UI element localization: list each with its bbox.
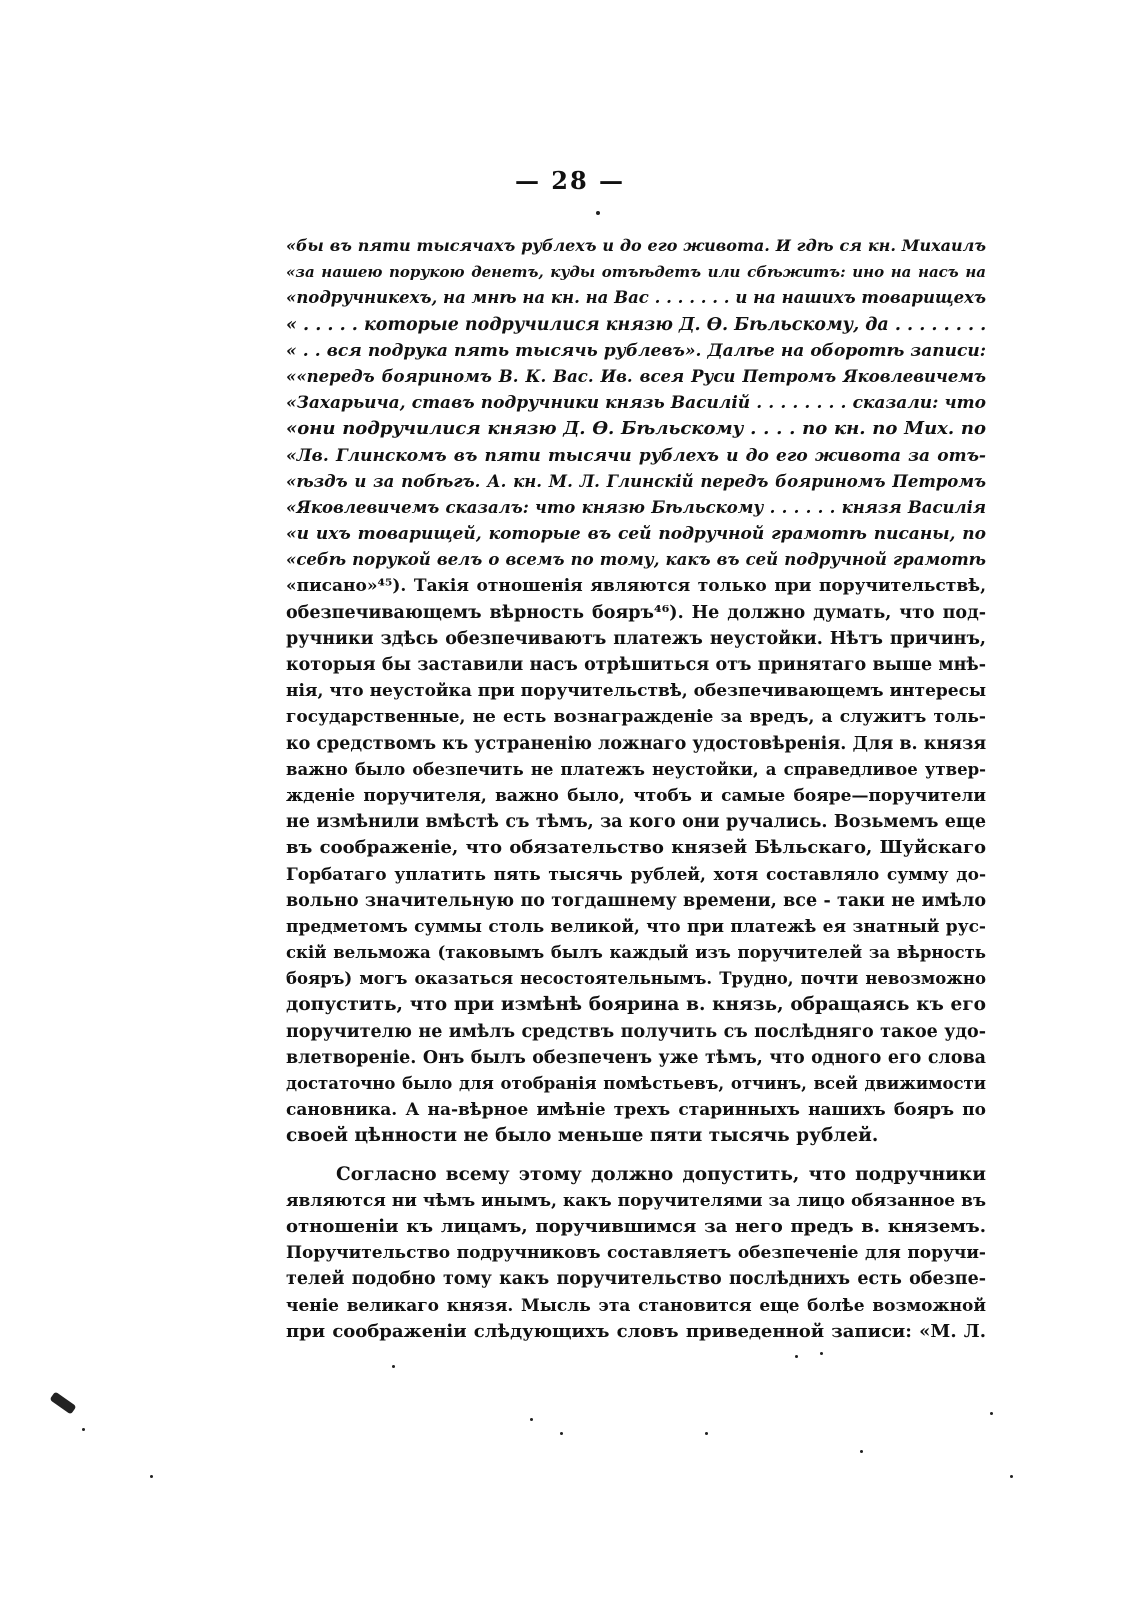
text-line: обезпечивающемъ вѣрность бояръ⁴⁶). Не должно думать, что под-	[286, 602, 986, 623]
text-line: Горбатаго уплатить пять тысячь рублей, хотя составляло сумму до-	[286, 864, 986, 885]
text-line: ко средствомъ къ устраненію ложнаго удостовѣренія. Для в. князя	[286, 733, 987, 754]
scan-speck	[596, 211, 600, 215]
text-line: являются ни чѣмъ инымъ, какъ поручителями за лицо обязанное въ	[286, 1190, 986, 1211]
text-line: въ соображеніе, что обязательство князей Бѣльскаго, Шуйскаго	[286, 837, 986, 859]
scan-speck	[705, 1432, 708, 1435]
text-line: «подручникехъ, на мнѣ на кн. на Вас . . . . . . . и на нашихъ товарищехъ	[286, 288, 986, 308]
text-line: «писано»⁴⁵). Такія отношенія являются только при поручительствѣ,	[286, 576, 986, 597]
text-line: отношеніи къ лицамъ, поручившимся за него предъ в. княземъ.	[286, 1215, 986, 1237]
text-line: «Лв. Глинскомъ въ пяти тысячи рублехъ и до его живота за отъ-	[286, 445, 986, 466]
scan-speck	[49, 1391, 76, 1414]
text-line: «ѣздъ и за побѣгъ. А. кн. М. Л. Глинскій передъ бояриномъ Петромъ	[286, 471, 986, 491]
scan-speck	[392, 1365, 395, 1368]
text-line: важно было обезпечить не платежъ неустойки, а справедливое утвер-	[286, 759, 986, 779]
scan-speck	[860, 1450, 863, 1453]
text-line: «Яковлевичемъ сказалъ: что князю Бѣльскому . . . . . . князя Василія	[286, 497, 986, 517]
paragraph-1	[286, 233, 986, 1150]
scan-speck	[530, 1418, 533, 1421]
text-line: «и ихъ товарищей, которые въ сей подручной грамотѣ писаны, по	[286, 524, 986, 545]
text-line: которыя бы заставили насъ отрѣшиться отъ принятаго выше мнѣ-	[286, 655, 986, 675]
text-line: достаточно было для отобранія помѣстьевъ, отчинъ, всей движимости	[286, 1074, 986, 1093]
scan-speck	[82, 1428, 85, 1431]
text-line: ««передъ бояриномъ В. К. Вас. Ив. всея Руси Петромъ Яковлевичемъ	[286, 366, 986, 386]
text-line: «бы въ пяти тысячахъ рублехъ и до его живота. И гдѣ ся кн. Михаилъ	[286, 236, 986, 255]
body-text	[286, 233, 986, 1345]
text-line: сановника. А на-вѣрное имѣніе трехъ старинныхъ нашихъ бояръ по	[286, 1100, 986, 1121]
text-line: «за нашею порукою денетъ, куды отъѣдетъ или сбѣжитъ: ино на насъ на	[286, 263, 986, 282]
text-line: Поручительство подручниковъ составляетъ обезпеченіе для поручи-	[286, 1243, 986, 1264]
text-line: Согласно всему этому должно допустить, что подручники	[336, 1163, 986, 1185]
text-line: не измѣнили вмѣстѣ съ тѣмъ, за кого они ручались. Возьмемъ еще	[286, 812, 986, 833]
text-line: своей цѣнности не было меньше пяти тысячь рублей.	[286, 1125, 879, 1147]
scan-speck	[795, 1355, 798, 1358]
text-line: жденіе поручителя, важно было, чтобъ и самые бояре—поручители	[286, 785, 986, 806]
text-line: предметомъ суммы столь великой, что при платежѣ ея знатный рус-	[286, 916, 986, 937]
text-line: ручники здѣсь обезпечиваютъ платежъ неустойки. Нѣтъ причинъ,	[286, 628, 986, 649]
text-line: скій вельможа (таковымъ былъ каждый изъ поручителей за вѣрность	[286, 943, 986, 963]
text-line: «себѣ порукой велъ о всемъ по тому, какъ въ сей подручной грамотѣ	[286, 550, 986, 570]
text-line: государственные, не есть вознагражденіе за вредъ, а служитъ толь-	[286, 707, 986, 728]
scan-speck	[150, 1475, 153, 1478]
scan-speck	[1010, 1475, 1013, 1478]
text-line: при соображеніи слѣдующихъ словъ приведенной записи: «М. Л.	[286, 1320, 986, 1342]
text-line: бояръ) могъ оказаться несостоятельнымъ. Трудно, почти невозможно	[286, 969, 986, 989]
scan-speck	[560, 1432, 563, 1435]
text-line: ченіе великаго князя. Мысль эта становится еще болѣе возможной	[286, 1295, 986, 1316]
paragraph-2	[286, 1162, 986, 1345]
scan-speck	[820, 1352, 823, 1355]
scan-speck	[990, 1412, 993, 1415]
text-line: «Захарьича, ставъ подручники князь Василій . . . . . . . . сказали: что	[286, 393, 986, 414]
text-line: поручителю не имѣлъ средствъ получить съ послѣдняго такое удо-	[286, 1021, 986, 1042]
text-line: вольно значительную по тогдашнему времени, все - таки не имѣло	[286, 890, 986, 911]
text-line: «они подручилися князю Д. Ө. Бѣльскому . . . . по кн. по Мих. по	[286, 418, 986, 440]
text-line: « . . вся подрука пять тысячь рублевъ». Далѣе на оборотѣ записи:	[286, 340, 986, 361]
text-line: допустить, что при измѣнѣ боярина в. князь, обращаясь къ его	[286, 994, 986, 1016]
text-line: нія, что неустойка при поручительствѣ, обезпечивающемъ интересы	[286, 681, 986, 702]
text-line: « . . . . . которые подручилися князю Д. Ө. Бѣльскому, да . . . . . . . .	[286, 314, 987, 335]
text-line: телей подобно тому какъ поручительство послѣднихъ есть обезпе-	[286, 1269, 986, 1290]
page-number: — 28 —	[514, 166, 626, 195]
text-line: влетвореніе. Онъ былъ обезпеченъ уже тѣмъ, что одного его слова	[286, 1047, 986, 1068]
